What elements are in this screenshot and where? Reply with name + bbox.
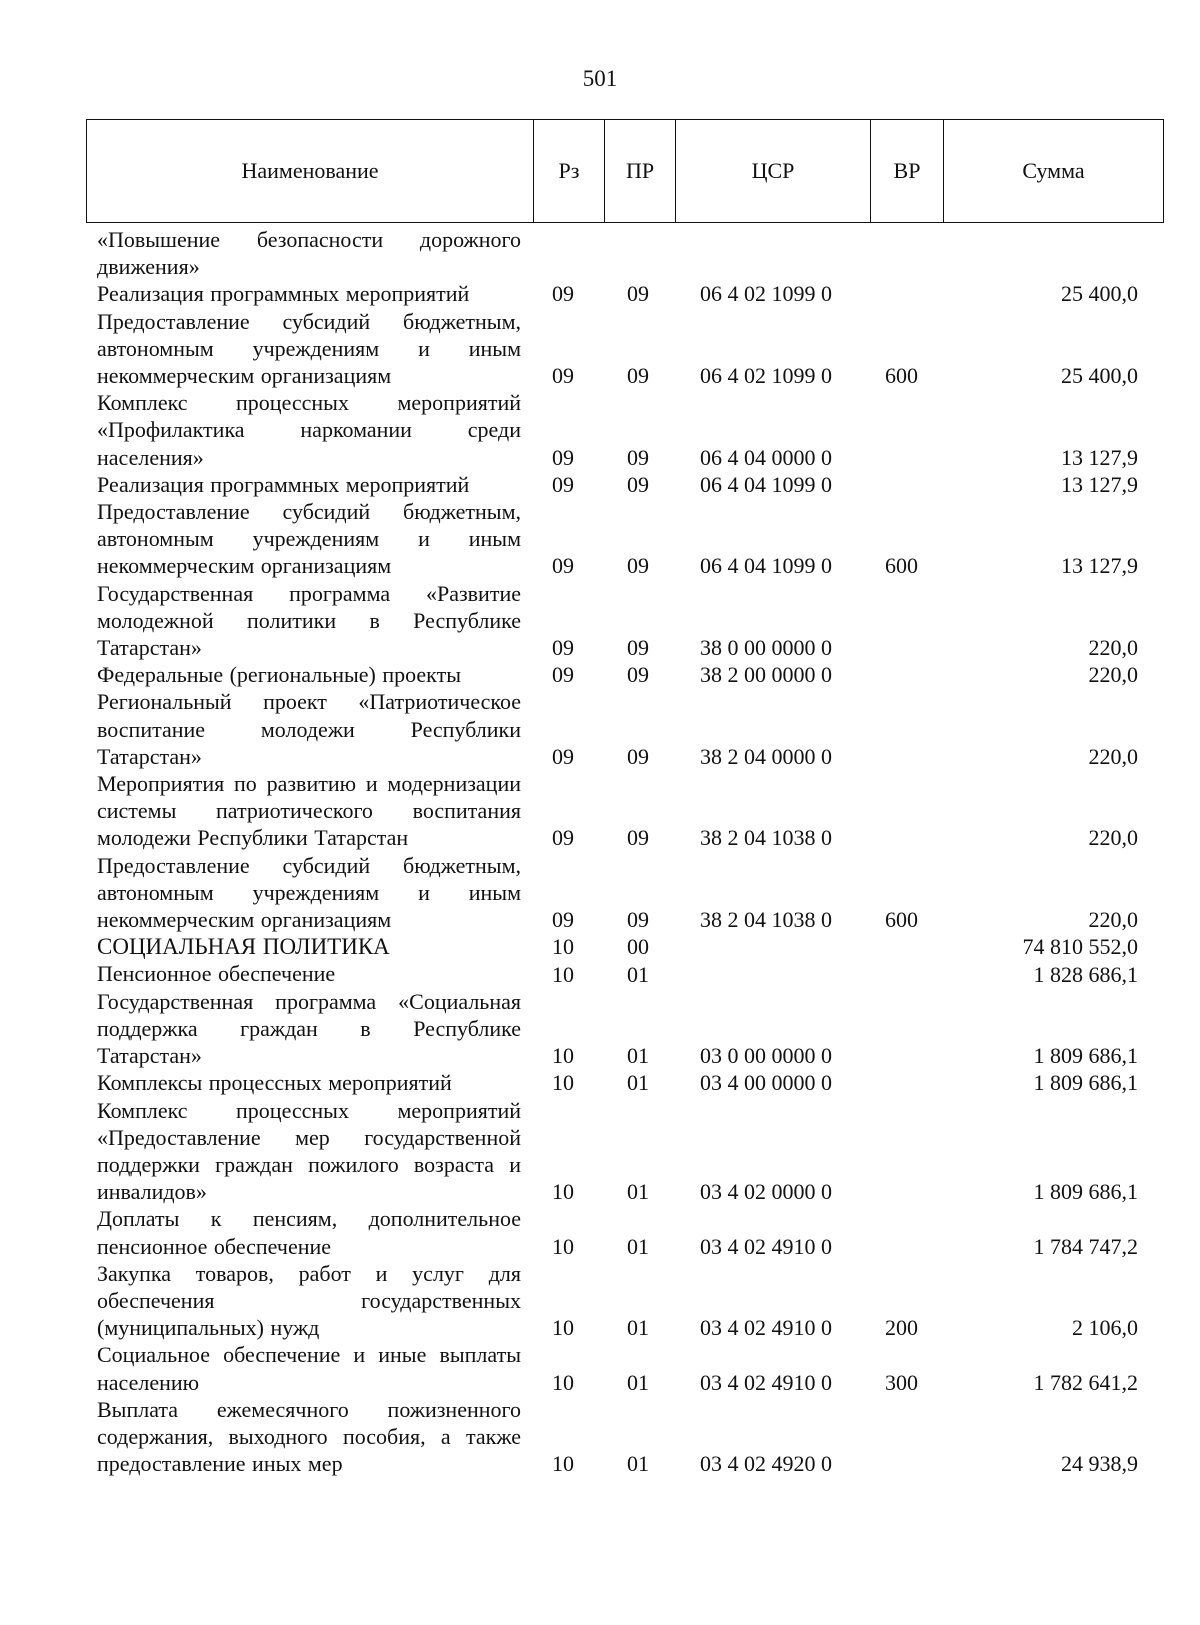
row-sum: 220,0 (1088, 635, 1138, 661)
row-pr: 01 (627, 1043, 649, 1069)
row-rz: 10 (552, 961, 574, 987)
row-sum: 1 809 686,1 (1033, 1043, 1138, 1069)
row-rz: 10 (552, 1233, 574, 1259)
row-pr: 09 (627, 553, 649, 579)
row-name: Предоставление субсидий бюджетным, автономным учреждениям и иным некоммерческим организациям (97, 308, 521, 389)
row-sum: 220,0 (1088, 662, 1138, 688)
row-csr: 03 4 02 4910 0 (700, 1233, 832, 1259)
row-csr: 06 4 04 1099 0 (700, 471, 832, 497)
table-row (0, 688, 1200, 770)
header-name: Наименование (87, 120, 534, 223)
row-pr: 01 (627, 1070, 649, 1096)
table-row (0, 960, 1200, 987)
table-row (0, 1097, 1200, 1206)
row-rz: 09 (552, 662, 574, 688)
row-name: Государственная программа «Развитие молодежной политики в Республике Татарстан» (97, 580, 521, 661)
table-row (0, 498, 1200, 580)
table-row (0, 308, 1200, 390)
row-pr: 09 (627, 907, 649, 933)
row-csr: 03 0 00 0000 0 (700, 1043, 832, 1069)
row-csr: 38 2 04 1038 0 (700, 907, 832, 933)
header-rz: Рз (534, 120, 605, 223)
row-rz: 10 (552, 1179, 574, 1205)
row-sum: 1 809 686,1 (1033, 1179, 1138, 1205)
row-sum: 24 938,9 (1061, 1451, 1138, 1477)
header-vr: ВР (871, 120, 944, 223)
row-rz: 10 (552, 934, 574, 960)
row-name: Комплекс процессных мероприятий «Профилактика наркомании среди населения» (97, 390, 521, 470)
row-vr: 600 (885, 907, 918, 933)
row-rz: 09 (552, 907, 574, 933)
row-csr: 38 0 00 0000 0 (700, 635, 832, 661)
row-pr: 09 (627, 743, 649, 769)
row-csr: 06 4 04 0000 0 (700, 444, 832, 470)
row-sum: 1 828 686,1 (1033, 961, 1138, 987)
table-row (0, 280, 1200, 307)
table-row (0, 1396, 1200, 1478)
row-name: Реализация программных мероприятий (97, 471, 470, 497)
row-rz: 09 (552, 444, 574, 470)
row-name: Мероприятия по развитию и модернизации системы патриотического воспитания молодежи Республики Татарстан (97, 771, 521, 851)
row-name: Реализация программных мероприятий (97, 281, 470, 307)
row-rz: 09 (552, 363, 574, 389)
row-csr: 03 4 02 4910 0 (700, 1315, 832, 1341)
row-name: Федеральные (региональные) проекты (97, 662, 461, 688)
table-row (0, 1260, 1200, 1342)
budget-table-body (0, 226, 1200, 1477)
row-csr: 06 4 02 1099 0 (700, 281, 832, 307)
row-csr: 38 2 04 0000 0 (700, 743, 832, 769)
row-name: Государственная программа «Социальная поддержка граждан в Республике Татарстан» (97, 988, 521, 1069)
row-csr: 03 4 02 4920 0 (700, 1451, 832, 1477)
table-row (0, 1341, 1200, 1395)
row-vr: 300 (885, 1369, 918, 1395)
row-csr: 06 4 02 1099 0 (700, 363, 832, 389)
row-sum: 74 810 552,0 (1022, 934, 1138, 960)
row-name: Закупка товаров, работ и услуг для обеспечения государственных (муниципальных) нужд (97, 1260, 521, 1341)
row-name: Комплекс процессных мероприятий «Предоставление мер государственной поддержки граждан пожилого возраста и инвалидов» (97, 1097, 521, 1205)
row-pr: 01 (627, 1315, 649, 1341)
row-csr: 03 4 00 0000 0 (700, 1070, 832, 1096)
header-sum: Сумма (944, 120, 1164, 223)
row-pr: 01 (627, 961, 649, 987)
table-row (0, 852, 1200, 934)
row-sum: 1 809 686,1 (1033, 1070, 1138, 1096)
row-rz: 09 (552, 281, 574, 307)
row-pr: 09 (627, 635, 649, 661)
row-pr: 01 (627, 1233, 649, 1259)
row-csr: 38 2 00 0000 0 (700, 662, 832, 688)
table-row (0, 389, 1200, 471)
row-sum: 25 400,0 (1061, 281, 1138, 307)
table-row (0, 988, 1200, 1070)
table-row (0, 661, 1200, 688)
row-pr: 09 (627, 444, 649, 470)
row-rz: 09 (552, 825, 574, 851)
row-sum: 13 127,9 (1061, 471, 1138, 497)
row-sum: 220,0 (1088, 825, 1138, 851)
row-pr: 09 (627, 825, 649, 851)
row-rz: 09 (552, 635, 574, 661)
row-pr: 01 (627, 1179, 649, 1205)
row-name: Комплексы процессных мероприятий (97, 1070, 452, 1096)
row-rz: 10 (552, 1369, 574, 1395)
section-heading: СОЦИАЛЬНАЯ ПОЛИТИКА (97, 934, 390, 960)
row-sum: 13 127,9 (1061, 553, 1138, 579)
row-name: Социальное обеспечение и иные выплаты населению (97, 1342, 521, 1395)
header-csr: ЦСР (676, 120, 871, 223)
table-header (86, 119, 1164, 223)
row-sum: 220,0 (1088, 743, 1138, 769)
table-row (0, 226, 1200, 280)
row-name: Доплаты к пенсиям, дополнительное пенсионное обеспечение (97, 1206, 521, 1259)
row-rz: 10 (552, 1315, 574, 1341)
row-sum: 25 400,0 (1061, 363, 1138, 389)
row-sum: 1 782 641,2 (1033, 1369, 1138, 1395)
row-pr: 00 (627, 934, 649, 960)
table-row (0, 770, 1200, 852)
table-row (0, 580, 1200, 662)
row-rz: 10 (552, 1451, 574, 1477)
row-vr: 600 (885, 553, 918, 579)
row-sum: 220,0 (1088, 907, 1138, 933)
page-number: 501 (582, 66, 618, 91)
row-csr: 38 2 04 1038 0 (700, 825, 832, 851)
row-csr: 06 4 04 1099 0 (700, 553, 832, 579)
row-pr: 09 (627, 363, 649, 389)
row-sum: 13 127,9 (1061, 444, 1138, 470)
row-rz: 09 (552, 471, 574, 497)
table-row (0, 1205, 1200, 1259)
table-row (0, 933, 1200, 960)
row-name: Предоставление субсидий бюджетным, автономным учреждениям и иным некоммерческим организациям (97, 499, 521, 579)
row-sum: 2 106,0 (1072, 1315, 1138, 1341)
row-pr: 01 (627, 1451, 649, 1477)
row-csr: 03 4 02 4910 0 (700, 1369, 832, 1395)
row-name: Региональный проект «Патриотическое воспитание молодежи Республики Татарстан» (97, 689, 521, 769)
row-name: Пенсионное обеспечение (97, 961, 336, 987)
table-row (0, 1069, 1200, 1096)
row-pr: 09 (627, 471, 649, 497)
row-name: Предоставление субсидий бюджетным, автономным учреждениям и иным некоммерческим организациям (97, 852, 521, 933)
row-vr: 200 (885, 1315, 918, 1341)
row-rz: 09 (552, 553, 574, 579)
row-rz: 09 (552, 743, 574, 769)
row-name: Выплата ежемесячного пожизненного содержания, выходного пособия, а также предоставление иных мер (97, 1396, 521, 1477)
table-row (0, 471, 1200, 498)
row-csr: 03 4 02 0000 0 (700, 1179, 832, 1205)
row-pr: 09 (627, 281, 649, 307)
row-rz: 10 (552, 1070, 574, 1096)
header-pr: ПР (605, 120, 676, 223)
row-vr: 600 (885, 363, 918, 389)
row-name: «Повышение безопасности дорожного движения» (97, 227, 521, 280)
row-pr: 01 (627, 1369, 649, 1395)
row-pr: 09 (627, 662, 649, 688)
row-rz: 10 (552, 1043, 574, 1069)
row-sum: 1 784 747,2 (1033, 1233, 1138, 1259)
